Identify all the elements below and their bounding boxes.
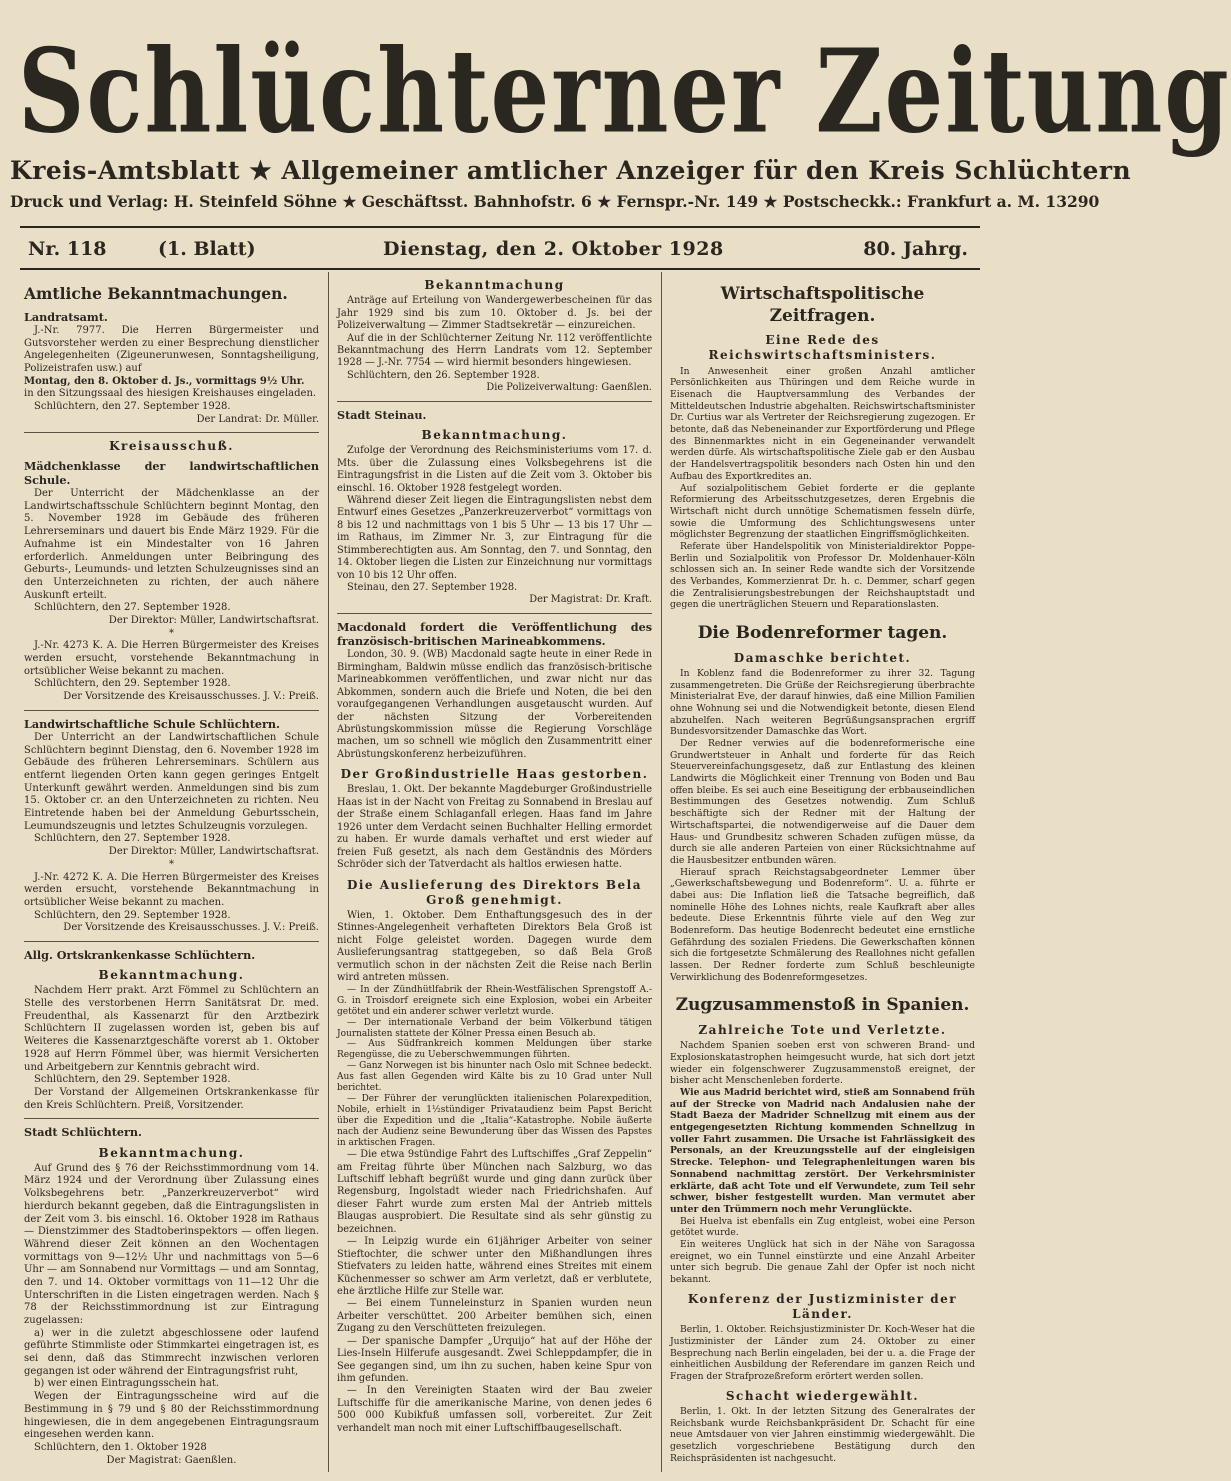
notice-title: Bekanntmachung.	[421, 427, 568, 442]
news-note: — Ganz Norwegen ist bis hinunter nach Oslo mit Schnee bedeckt. Aus fast allen Gegenden wird Kälte bis zu 10 Grad unter Null berichtet.	[337, 1061, 652, 1094]
notice-label: Allg. Ortskrankenkasse Schlüchtern.	[24, 947, 256, 962]
article-text: Der Redner verwies auf die bodenreformerische eine Grundwertsteuer in Anhalt und forderte für das Reich Steuervereinfachungsgesetz, daß zur Entlastung des kleinen Landwirts die Möglichkeit einer Trennung von Boden und Bau offen bleibe. Es sei auch eine Beseitigung der erbbauseindlichen Bestimmungen des Gesetzes notwendig. Zum Schluß beschäftigte sich der Redner mit der Haltung der Wirtschaftspartei, die notwendigerweise auf die Dauer dem Haus- und Grundbesitz schweren Schaden zufügen müsse, da durch sie alle anderen Parteien von einer Rücksichtnahme auf die Hausbesitzer entbunden wären.	[670, 738, 975, 866]
notice-place: Steinau, den 27. September 1928.	[347, 582, 518, 593]
notice-signature: Der Direktor: Müller, Landwirtschaftsrat.	[108, 614, 319, 626]
article-headline: Wirtschaftspolitische Zeitfragen.	[720, 284, 925, 326]
notice-signature: Der Magistrat: Gaenßlen.	[106, 1454, 237, 1466]
notice-place: Schlüchtern, den 27. September 1928.	[34, 602, 231, 614]
notice-title: Landwirtschaftliche Schule Schlüchtern.	[24, 716, 280, 731]
notice-text: Auf Grund des § 76 der Reichsstimmordnung vom 14. März 1924 und der Verordnung über Zulassung eines Volksbegehrens betr. „Panzerkreuzerverbot“ wird hierdurch bekannt gegeben, daß die Eintragungslisten in der Zeit vom 3. bis einschl. 16. Oktober 1928 im Rathaus — Dienstzimmer des Stadtoberinspektors — offen liegen. Während dieser Zeit können an den Wochentagen vormittags von 9—12½ Uhr und nachmittags von 5—6 Uhr — am Sonnabend nur Vormittags — und am Sonntag, den 7. und 14. Oktober vormittags von 11—12 Uhr die Unterschriften in die Listen eingetragen werden. Nach § 78 der Reichsstimmordnung ist zur Eintragung zugelassen:	[24, 1162, 319, 1326]
article-text: Referate über Handelspolitik von Ministerialdirektor Poppe-Berlin und Sozialpolitik von Professor Dr. Moldenhauer-Köln schlossen sich an. In seiner Rede wandte sich der Vorsitzende des Verbandes, Kommerzienrat Dr. h. c. Demmer, scharf gegen die Zentralisierungsbestrebungen der Reichshauptstadt und gegen die unerträglichen Steuern und Reparationslasten.	[670, 540, 975, 611]
article-text: In Anwesenheit einer großen Anzahl amtlicher Persönlichkeiten aus Thüringen und dem Reiche wurde in Eisenach die Hauptversammlung des Verbandes der Mitteldeutschen Industrie abgehalten. Reichswirtschaftsminister Dr. Curtius war als Vertreter der Reichsregierung zugezogen. Er betonte, daß das Nebeneinander zur Exportförderung und Pflege des Binnenmarktes nicht in ein Gegeneinander verwandelt werden dürfe. Als wirtschaftspolitische Ziele gab er den Ausbau der Handelsvertragspolitik besonders nach Osten hin und den Aufbau des Exportkredites an.	[670, 365, 975, 482]
column-politics	[670, 272, 975, 1464]
news-note: — Die etwa 9stündige Fahrt des Luftschiffes „Graf Zeppelin“ am Freitag führte über München nach Salzburg, wo das Luftschiff lebhaft begrüßt wurde und ging dann zurück über Regensburg, Ingolstadt wieder nach Friedrichshafen. Auf dieser Fahrt wurde zum ersten Mal der Antrieb mittels Blaugas ausprobiert. Die Resultate sind als sehr günstig zu bezeichnen.	[337, 1149, 652, 1235]
notice-text: Auf die in der Schlüchterner Zeitung Nr. 112 veröffentlichte Bekanntmachung des Herrn Landrats vom 12. September 1928 — J.-Nr. 7754 — wird hiermit besonders hingewiesen.	[337, 332, 652, 369]
article-subheadline: Zahlreiche Tote und Verletzte.	[698, 1023, 947, 1038]
masthead	[18, 18, 1231, 159]
notice-text: a) wer in die zuletzt abgeschlossene oder laufend geführte Stimmliste oder Stimmkartei eingetragen ist, es sei denn, daß das Stimmrecht inzwischen verloren gegangen ist oder während der Eintragungsfrist ruht,	[24, 1327, 319, 1377]
notice-text: b) wer einen Eintragungsschein hat.	[34, 1378, 220, 1390]
newspaper-subtitle: Kreis-Amtsblatt ★ Allgemeiner amtlicher Anzeiger für den Kreis Schlüchtern	[10, 156, 1132, 185]
news-note: — In den Vereinigten Staaten wird der Bau zweier Luftschiffe für die amerikanische Marine, von denen jedes 6 500 000 Kubikfuß umfassen soll, vorbereitet. Zur Zeit verhandelt man noch mit einer Luftschiffbaugesellschaft.	[337, 1385, 652, 1434]
article-text: Nachdem Spanien soeben erst von schweren Brand- und Explosionskatastrophen heimgesucht wurde, hat sich dort jetzt wieder ein folgenschwerer Zugzusammenstoß ereignet, der bisher acht Menschenleben forderte.	[670, 1040, 975, 1087]
notice-place: Schlüchtern, den 29. September 1928.	[34, 909, 231, 921]
dateline	[28, 230, 968, 268]
notice-label: Stadt Steinau.	[337, 407, 427, 422]
column-divider	[661, 272, 662, 1472]
notice-signature: Der Direktor: Müller, Landwirtschaftsrat.	[108, 846, 319, 858]
notice-title: Bekanntmachung	[424, 278, 565, 292]
masthead-rule	[20, 226, 980, 228]
notice-place: Schlüchtern, den 29. September 1928.	[34, 678, 231, 690]
notice-text: Anträge auf Erteilung von Wandergewerbescheinen für das Jahr 1929 sind bis zum 10. Oktober d. Js. bei der Polizeiverwaltung — Zimmer Stadtsekretär — einzureichen.	[337, 295, 652, 332]
sheet-label: (1. Blatt)	[158, 238, 256, 260]
column-official-notices	[24, 272, 319, 1467]
notice-text: Nachdem Herr prakt. Arzt Fömmel zu Schlüchtern an Stelle des verstorbenen Herrn Sanitätsrat Dr. med. Freudenthal, als Kassenarzt für den Arztbezirk Schlüchtern II zugelassen worden ist, geben bis auf Weiteres die Kassenarztgeschäfte vorerst ab 1. Oktober 1928 auf Herrn Fömmel über, was hiermit Versicherten und Arbeitgebern zur Kenntnis gebracht wird.	[24, 985, 319, 1073]
notice-text: J.-Nr. 4273 K. A. Die Herren Bürgermeister des Kreises werden ersucht, vorstehende Bekanntmachung in ortsüblicher Weise bekannt zu machen.	[24, 640, 319, 677]
divider	[337, 401, 652, 402]
article-headline: Der Großindustrielle Haas gestorben.	[340, 767, 649, 782]
notice-signature: Die Polizeiverwaltung: Gaenßlen.	[486, 382, 652, 394]
article-text: Bei Huelva ist ebenfalls ein Zug entgleist, wobei eine Person getötet wurde.	[670, 1215, 975, 1239]
news-note: — In Leipzig wurde ein 61jähriger Arbeiter von seiner Stieftochter, die schwer unter den Mißhandlungen ihres Stiefvaters zu leiden hatte, während eines Streites mit einem Küchenmesser so schwer am Arm verletzt, daß er verblutete, ehe ärztliche Hilfe zur Stelle war.	[337, 1236, 652, 1297]
notice-place: Schlüchtern, den 29. September 1928.	[34, 1074, 231, 1086]
notice-label: Stadt Schlüchtern.	[24, 1125, 142, 1140]
news-note: — In der Zündhütlfabrik der Rhein-Westfälischen Sprengstoff A.-G. in Troisdorf ereignete sich eine Explosion, wobei ein Arbeiter getötet und ein anderer schwer verletzt wurde.	[337, 984, 652, 1017]
notice-text: J.-Nr. 7977. Die Herren Bürgermeister und Gutsvorsteher werden zu einer Besprechung dienstlicher Angelegenheiten (Zigeunerunwesen, Sonntagsheiligung, Polizeistrafen usw.) auf	[24, 324, 319, 374]
issue-date: Dienstag, den 2. Oktober 1928	[383, 238, 724, 260]
article-headline: Konferenz der Justizminister der Länder.	[687, 1291, 958, 1321]
article-subheadline: Eine Rede des Reichswirtschaftsministers.	[708, 333, 937, 363]
notice-signature: Der Vorstand der Allgemeinen Ortskrankenkasse für den Kreis Schlüchtern. Preiß, Vorsitzender.	[24, 1086, 319, 1111]
article-headline: Die Auslieferung des Direktors Bela Groß genehmigt.	[346, 877, 643, 907]
notice-text: in den Sitzungssaal des hiesigen Kreishauses eingeladen.	[24, 388, 317, 400]
notice-place: Schlüchtern, den 26. September 1928.	[347, 369, 540, 381]
notice-title: Mädchenklasse der landwirtschaftlichen Schule.	[24, 458, 319, 487]
article-text: Wie aus Madrid berichtet wird, stieß am Sonnabend früh auf der Strecke von Madrid nach Andalusien nahe der Stadt Baeza der Madrider Schnellzug mit einem aus der entgegengesetzten Richtung kommenden Schnellzug in voller Fahrt zusammen. Die Ursache ist Fahrlässigkeit des Personals, an der Kreuzungsstelle auf der eingleisigen Strecke. Telephon- und Telegraphenleitungen waren bis Sonnabend nachmittag zerstört. Der Verkehrsminister erklärte, daß acht Tote und elf Verwundete, zum Teil sehr schwer, bisher festgestellt wurden. Man vermutet aber unter den Trümmern noch mehr Verunglückte.	[670, 1087, 975, 1215]
notice-signature: Der Landrat: Dr. Müller.	[196, 413, 319, 425]
divider	[24, 1118, 319, 1119]
divider	[24, 710, 319, 711]
section-heading: Amtliche Bekanntmachungen.	[24, 284, 288, 303]
notice-date: Montag, den 8. Oktober d. Js., vormittags 9½ Uhr.	[24, 375, 305, 387]
notice-text: Zufolge der Verordnung des Reichsministeriums vom 17. d. Mts. über die Zulassung eines Volksbegehrens ist die Eintragungsfrist in die Listen auf die Zeit vom 3. Oktober bis einschl. 16. Oktober 1928 festgelegt worden.	[337, 445, 652, 494]
column-news	[337, 272, 652, 1435]
notice-text: Der Unterricht an der Landwirtschaftlichen Schule Schlüchtern beginnt Dienstag, den 6. November 1928 im Gebäude des früheren Lehrerseminars. Schülern aus entfernt liegenden Orten kann gegen geringes Entgelt Unterkunft gewährt werden. Anmeldungen sind bis zum 15. Oktober cr. an den Unterzeichneten zu richten. Neu Eintretende haben bei der Anmeldung Geburtsschein, Leumundszeugnis und letztes Schulzeugnis vorzulegen.	[24, 731, 319, 832]
article-text: Berlin, 1. Okt. In der letzten Sitzung des Generalrates der Reichsbank wurde Reichsbankpräsident Dr. Schacht für eine neue Amtsdauer von vier Jahren einstimmig wiedergewählt. Die gesetzlich vorgeschriebene Bestätigung durch den Reichspräsidenten ist nachgesucht.	[670, 1405, 975, 1464]
divider	[24, 432, 319, 433]
article-text: Auf sozialpolitischem Gebiet forderte er die geplante Reformierung des Arbeitsschutzgesetzes, deren Ergebnis die Wirtschaft nicht durch unnötige Schematismen fesseln dürfe, sowie die Umformung des Schlichtungswesens unter möglichster Begrenzung der staatlichen Eingriffsmöglichkeiten.	[670, 482, 975, 541]
article-text: In Koblenz fand die Bodenreformer zu ihrer 32. Tagung zusammengetreten. Die Grüße der Reichsregierung überbrachte Ministerialrat Eve, der darauf hinwies, daß eine Million Familien ohne Wohnung sei und die Notwendigkeit betonte, diesen Elend abzuhelfen. Nach weiteren Begrüßungsansprachen ergriff Bundesvorsitzender Damaschke das Wort.	[670, 667, 975, 738]
news-note: — Bei einem Tunneleinsturz in Spanien wurden neun Arbeiter verschüttet. 200 Arbeiter bemühen sich, einen Zugang zu den Verschütteten freizulegen.	[337, 1298, 652, 1335]
article-text: Wien, 1. Oktober. Dem Enthaftungsgesuch des in der Stinnes-Angelegenheit verhafteten Direktors Bela Groß ist nicht Folge geleistet worden. Dagegen wurde dem Auslieferungsantrag stattgegeben, so daß Bela Groß vermutlich schon in der nächsten Zeit die Reise nach Berlin wird antreten müssen.	[337, 910, 652, 984]
newspaper-title: Schlüchterner Zeitung	[18, 24, 1231, 159]
notice-place: Schlüchtern, den 27. September 1928.	[34, 401, 231, 413]
article-text: Berlin, 1. Oktober. Reichsjustizminister Dr. Koch-Weser hat die Justizminister der Länder zum 24. Oktober zu einer Besprechung nach Berlin eingeladen, bei der u. a. die Frage der einheitlichen Ausbildung der Referendare im ganzen Reich und Fragen der Strafprozeßreform erörtert werden sollen.	[670, 1324, 975, 1382]
article-headline: Macdonald fordert die Veröffentlichung des französisch-britischen Marineabkommens.	[337, 619, 652, 649]
article-headline: Zugzusammenstoß in Spanien.	[675, 995, 970, 1016]
dateline-rule	[20, 268, 980, 270]
news-note: — Der spanische Dampfer „Urquijo“ hat auf der Höhe der Lies-Inseln Hilferufe ausgesandt. Zwei Schleppdampfer, die in See gegangen sind, um ihn zu suchen, haben keine Spur von ihm gefunden.	[337, 1335, 652, 1385]
divider	[337, 613, 652, 614]
notice-signature: Der Vorsitzende des Kreisausschusses. J. V.: Preiß.	[63, 922, 319, 934]
article-subheadline: Damaschke berichtet.	[733, 650, 912, 665]
news-note: — Aus Südfrankreich kommen Meldungen über starke Regengüsse, die zu Ueberschwemmungen führten.	[337, 1039, 652, 1061]
star-separator: *	[169, 858, 174, 870]
publisher-imprint: Druck und Verlag: H. Steinfeld Söhne ★ Geschäftsst. Bahnhofstr. 6 ★ Fernspr.-Nr. 149 ★ Postscheckk.: Frankfurt a. M. 13290	[10, 192, 1100, 211]
notice-place: Schlüchtern, den 27. September 1928.	[34, 833, 231, 845]
notice-signature: Der Magistrat: Dr. Kraft.	[529, 594, 652, 606]
notice-text: J.-Nr. 4272 K. A. Die Herren Bürgermeister des Kreises werden ersucht, vorstehende Bekanntmachung in ortsüblicher Weise bekannt zu machen.	[24, 871, 319, 908]
notice-title: Bekanntmachung.	[98, 968, 245, 983]
notice-text: Während dieser Zeit liegen die Eintragungslisten nebst dem Entwurf eines Gesetzes „Panzerkreuzerverbot“ vormittags von 8 bis 12 und nachmittags von 1 bis 5 Uhr — 13 bis 17 Uhr — im Rathaus, im Zimmer Nr. 3, zur Eintragung für die Stimmberechtigten aus. Am Sonntag, den 7. und Sonntag, den 14. Oktober liegen die Listen zur Einzeichnung nur vormittags von 10 bis 12 Uhr offen.	[337, 494, 652, 581]
article-text: Hierauf sprach Reichstagsabgeordneter Lemmer über „Gewerkschaftsbewegung und Bodenreform“. U. a. führte er dabei aus: Die Inflation ließ die Tatsache begreiflich, daß nominelle Höhe des Lohnes nichts, reale Kaufkraft aber alles bedeute. Diese Erkenntnis führte viele auf den Weg zur Bodenreform. Das heutige Bodenrecht bedeutet eine ernstliche Gefährdung des sozialen Friedens. Die Gewerkschaften können sich die fortgesetzte Schmälerung des Reallohnes nicht gefallen lassen. Der Redner forderte zum Schluß beschleunigte Verwirklichung des Bodenreformgesetzes.	[670, 866, 975, 983]
volume-label: 80. Jahrg.	[863, 238, 968, 260]
divider	[24, 941, 319, 942]
article-text: Breslau, 1. Okt. Der bekannte Magdeburger Großindustrielle Haas ist in der Nacht von Freitag zu Sonnabend in Breslau auf der Straße einem Schlaganfall erlegen. Haas fand im Jahre 1926 unter dem Verdacht seinen Buchhalter Helling ermordet zu haben. Er wurde damals verhaftet und erst wieder auf freien Fuß gesetzt, als nach dem Geständnis des Mörders Schröder sich der Tatverdacht als haltlos erwiesen hatte.	[337, 784, 652, 871]
column-divider	[328, 272, 329, 1472]
article-text: Ein weiteres Unglück hat sich in der Nähe von Saragossa ereignet, wo ein Tunnel einstürzte und eine Anzahl Arbeiter unter sich begrub. Die genaue Zahl der Opfer ist noch nicht bekannt.	[670, 1238, 975, 1285]
notice-place: Schlüchtern, den 1. Oktober 1928	[34, 1441, 207, 1453]
notice-text: Der Unterricht der Mädchenklasse an der Landwirtschaftsschule Schlüchtern beginnt Montag, den 5. November 1928 im Gebäude des früheren Lehrerseminars und dauert bis Ende März 1929. Für die Aufnahme ist ein Mindestalter von 16 Jahren erforderlich. Anmeldungen unter Beibringung des Geburts-, Leumunds- und letzten Schulzeugnisses sind an den Unterzeichneten zu richten, der auch nähere Auskunft erteilt.	[24, 488, 319, 601]
notice-label: Kreisausschuß.	[109, 439, 234, 454]
notice-signature: Der Vorsitzende des Kreisausschusses. J. V.: Preiß.	[63, 691, 319, 703]
notice-title: Bekanntmachung.	[98, 1145, 245, 1160]
article-headline: Die Bodenreformer tagen.	[697, 623, 948, 644]
notice-text: Wegen der Eintragungsscheine wird auf die Bestimmung in § 79 und § 80 der Reichsstimmordnung hingewiesen, die in dem angegebenen Eintragungsraum eingesehen werden kann.	[24, 1391, 319, 1441]
notice-label: Landratsamt.	[24, 309, 108, 324]
article-headline: Schacht wiedergewählt.	[725, 1388, 920, 1403]
issue-number: Nr. 118	[28, 238, 107, 260]
news-note: — Der internationale Verband der beim Völkerbund tätigen Journalisten stattete der Kölner Pressa einen Besuch ab.	[337, 1017, 652, 1039]
article-text: London, 30. 9. (WB) Macdonald sagte heute in einer Rede in Birmingham, Baldwin müsse endlich das französisch-britische Marineabkommen veröffentlichen, und zwar nicht nur das Abkommen, sondern auch die Briefe und Noten, die bei den voraufgegangenen Verhandlungen ausgetauscht wurden. Auf der nächsten Sitzung der Vorbereitenden Abrüstungskommission müsse die Regierung Vorschläge machen, um so schnell wie möglich den Zusammentritt einer Abrüstungskonferenz herbeizuführen.	[337, 649, 652, 760]
star-separator: *	[169, 627, 174, 639]
news-note: — Der Führer der verunglückten italienischen Polarexpedition, Nobile, erhielt in 1½stündiger Privataudienz beim Papst Bericht über die Expedition und die „Italia“-Katastrophe. Nobile äußerte nach der Audienz seine Bewunderung über das Wissen des Papstes in arktischen Fragen.	[337, 1094, 652, 1149]
